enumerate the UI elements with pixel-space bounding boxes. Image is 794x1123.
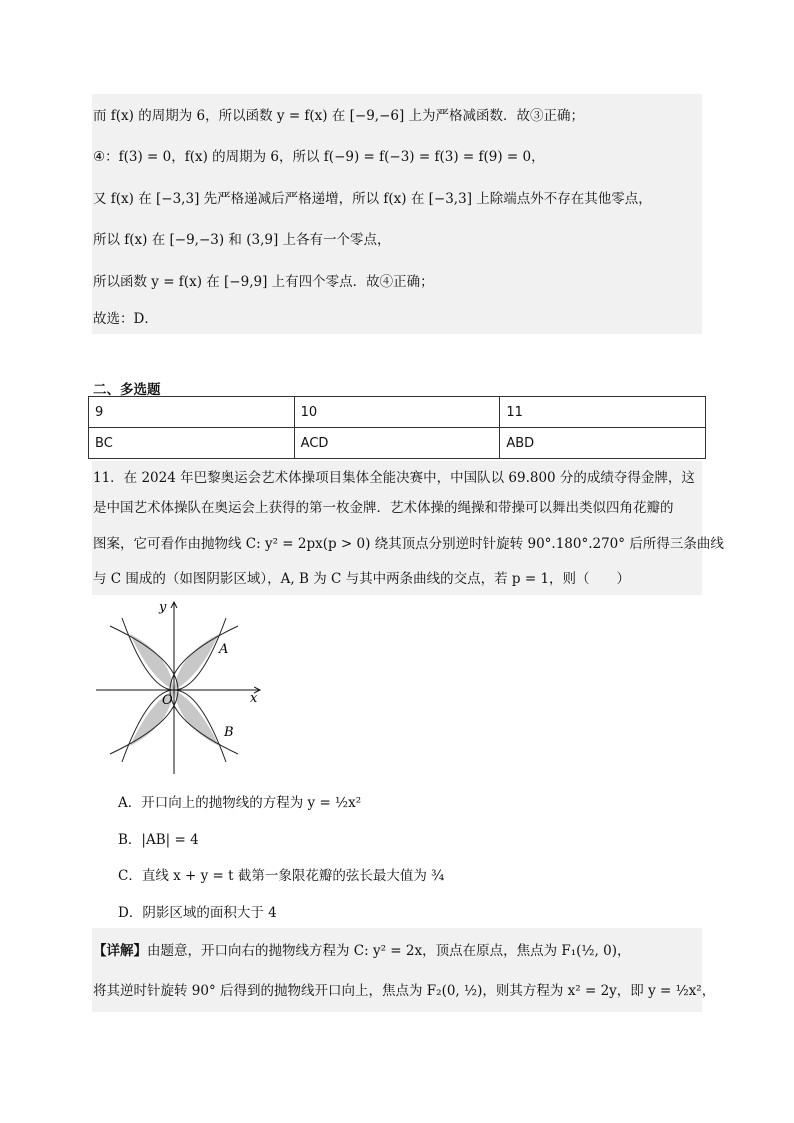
detail-tag: 【详解】: [93, 943, 147, 959]
detail-text-1: 由题意，开口向右的抛物线方程为 C: y² = 2x，顶点在原点，焦点为 F₁(½, 0)，: [147, 943, 631, 959]
solution-band-top: [92, 94, 702, 334]
solution-line-6: 故选：D．: [93, 311, 158, 327]
table-cell: BC: [89, 428, 295, 459]
solution-line-2: ④：f(3) = 0，f(x) 的周期为 6，所以 f(−9) = f(−3) = f(3) = f(9) = 0，: [93, 149, 545, 165]
option-d: D．阴影区域的面积大于 4: [118, 905, 277, 921]
table-cell: 11: [500, 397, 706, 428]
x-axis-label: x: [250, 691, 258, 706]
petal-lower-right: [174, 690, 219, 746]
origin-label: O: [162, 693, 173, 708]
point-b-label: B: [224, 725, 234, 740]
table-row: [89, 428, 706, 459]
option-c: C．直线 x + y = t 截第一象限花瓣的弦长最大值为 ¾: [118, 868, 445, 884]
table-cell: 10: [294, 397, 500, 428]
y-axis-label: y: [159, 600, 167, 615]
solution-line-5: 所以函数 y = f(x) 在 [−9,9] 上有四个零点．故④正确；: [93, 274, 434, 290]
point-a-label: A: [219, 642, 229, 657]
option-a: A．开口向上的抛物线的方程为 y = ½x²: [118, 795, 362, 811]
section-title: 二、多选题: [93, 382, 161, 398]
question-line-1: 11．在 2024 年巴黎奥运会艺术体操项目集体全能决赛中，中国队以 69.800 分的成绩夺得金牌，这: [93, 470, 695, 486]
detail-line-1: [93, 941, 630, 961]
answer-table: [88, 396, 706, 459]
question-line-2: 是中国艺术体操队在奥运会上获得的第一枚金牌．艺术体操的绳操和带操可以舞出类似四角花瓣的: [93, 500, 674, 516]
detail-line-2: 将其逆时针旋转 90° 后得到的抛物线开口向上，焦点为 F₂(0, ½)，则其方程为 x² = 2y，即 y = ½x²，: [93, 983, 716, 999]
table-row: [89, 397, 706, 428]
table-cell: ACD: [294, 428, 500, 459]
table-cell: ABD: [500, 428, 706, 459]
solution-line-1: 而 f(x) 的周期为 6，所以函数 y = f(x) 在 [−9,−6] 上为严格减函数．故③正确；: [93, 108, 585, 124]
petal-upper-right: [174, 634, 219, 690]
petal-upper-left: [130, 634, 174, 690]
parabola-figure: [92, 598, 267, 776]
solution-line-3: 又 f(x) 在 [−3,3] 先严格递减后严格递增，所以 f(x) 在 [−3,3] 上除端点外不存在其他零点，: [93, 191, 652, 207]
table-cell: 9: [89, 397, 295, 428]
solution-line-4: 所以 f(x) 在 [−9,−3) 和 (3,9] 上各有一个零点，: [93, 232, 391, 248]
question-line-4: 与 C 围成的（如图阴影区域），A, B 为 C 与其中两条曲线的交点，若 p = 1，则（ ）: [93, 571, 631, 587]
option-b: B．|AB| = 4: [118, 832, 199, 848]
question-line-3: 图案，它可看作由抛物线 C: y² = 2px(p > 0) 绕其顶点分别逆时针旋转 90°.180°.270° 后所得三条曲线: [93, 536, 724, 552]
